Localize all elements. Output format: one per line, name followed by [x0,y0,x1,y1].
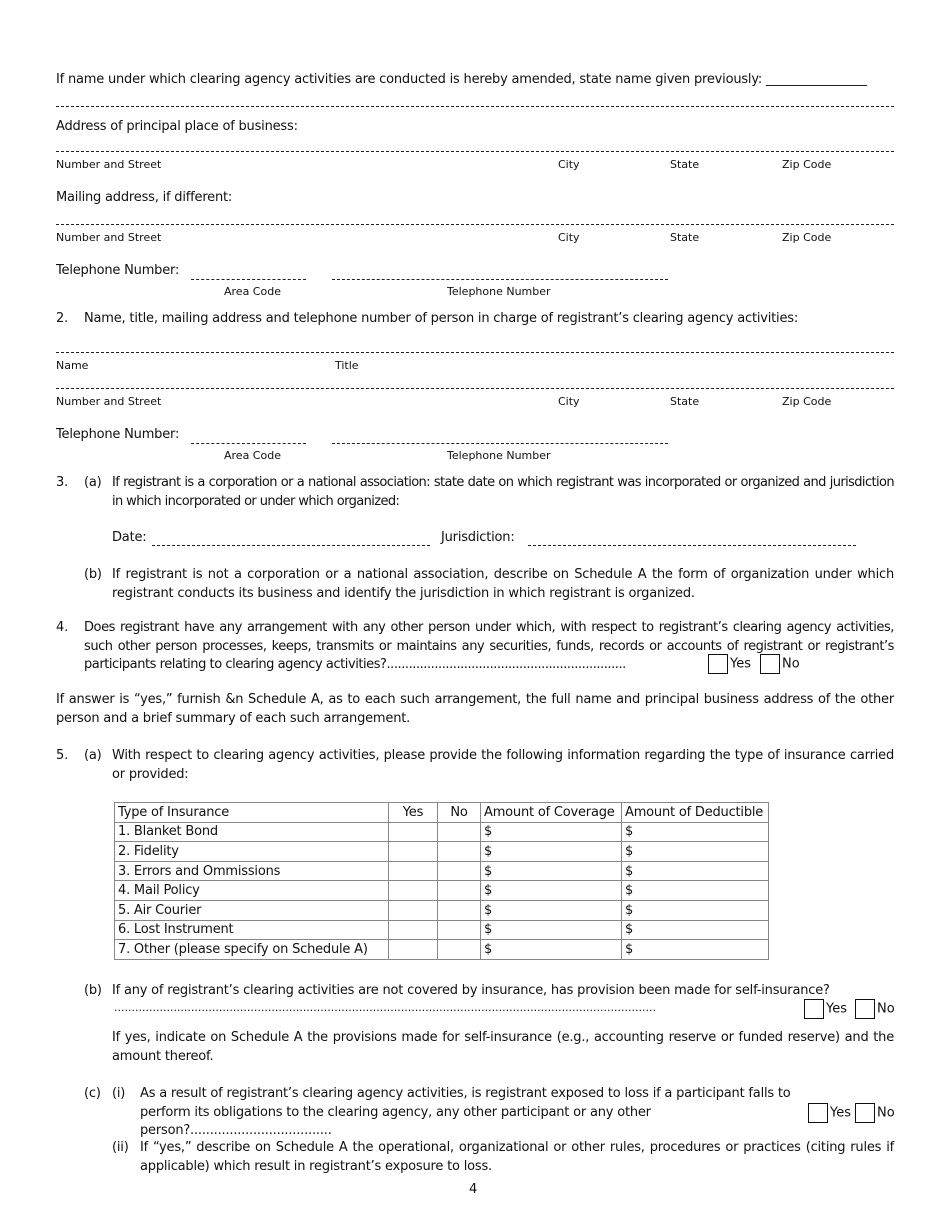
person-telephone-number-line[interactable] [332,443,668,444]
telephone-label: Telephone Number: [56,263,180,278]
principal-zip-caption: Zip Code [782,158,832,171]
item-5-number: 5. [56,748,69,763]
header-deductible: Amount of Deductible [622,803,769,823]
person-city-caption: City [558,395,580,408]
mailing-address-label: Mailing address, if different: [56,190,233,205]
principal-address-label: Address of principal place of business: [56,119,298,134]
item-3-number: 3. [56,475,69,490]
principal-number-street-caption: Number and Street [56,158,162,171]
previous-name-prompt: If name under which clearing agency activities are conducted is hereby amended, state name given previously: ________________ [56,72,867,87]
table-row [115,861,769,881]
principal-state-caption: State [670,158,700,171]
item-5c-i-no-checkbox[interactable] [855,1103,875,1123]
item-5c-label: (c) [84,1086,101,1101]
item-5b-no-option[interactable] [855,999,895,1019]
item-5c-ii-label: (ii) [112,1140,129,1155]
table-row [115,900,769,920]
person-address-line[interactable] [56,388,894,389]
header-coverage: Amount of Coverage [481,803,622,823]
no-cell[interactable] [438,900,481,920]
yes-cell[interactable] [389,861,438,881]
deductible-cell[interactable]: $ [622,842,769,862]
item-5b-yes-option[interactable] [804,999,847,1019]
yes-cell[interactable] [389,881,438,901]
item-5a-text: With respect to clearing agency activities, please provide the following information regarding the type of insurance carried or provided: [112,748,894,782]
item-5b-no-checkbox[interactable] [855,999,875,1019]
mailing-number-street-caption: Number and Street [56,231,162,244]
table-row [115,881,769,901]
no-cell[interactable] [438,920,481,940]
insurance-table-header [115,803,769,823]
jurisdiction-label: Jurisdiction: [441,530,515,545]
table-row [115,822,769,842]
no-cell[interactable] [438,861,481,881]
insurance-table [114,802,769,960]
person-state-caption: State [670,395,700,408]
item-5c-i-yes-option[interactable] [808,1103,851,1123]
coverage-cell[interactable]: $ [481,822,622,842]
item-5b-followup: If yes, indicate on Schedule A the provisions made for self-insurance (e.g., accounting reserve or funded reserve) and the amount thereof. [112,1030,894,1064]
yes-cell[interactable] [389,900,438,920]
insurance-type: 7. Other (please specify on Schedule A) [115,940,389,960]
principal-city-caption: City [558,158,580,171]
person-name-caption: Name [56,359,89,372]
principal-address-line[interactable] [56,151,894,152]
mailing-address-line[interactable] [56,224,894,225]
item-4-number: 4. [56,620,69,635]
insurance-type: 6. Lost Instrument [115,920,389,940]
item-5b-leader-dots: ........................................................................................................................................................... [114,1001,656,1014]
mailing-state-caption: State [670,231,700,244]
item-5c-i-label: (i) [112,1086,126,1101]
person-number-street-caption: Number and Street [56,395,162,408]
item-5b-yes-label: Yes [826,1001,847,1017]
item-5c-i-no-label: No [877,1105,895,1121]
item-4-yes-label: Yes [730,656,751,672]
no-cell[interactable] [438,842,481,862]
area-code-line[interactable] [191,279,306,280]
mailing-zip-caption: Zip Code [782,231,832,244]
item-4-yes-checkbox[interactable] [708,654,728,674]
no-cell[interactable] [438,881,481,901]
item-5c-i-yes-checkbox[interactable] [808,1103,828,1123]
yes-cell[interactable] [389,822,438,842]
previous-name-line[interactable] [56,106,894,107]
item-5b-no-label: No [877,1001,895,1017]
deductible-cell[interactable]: $ [622,861,769,881]
person-zip-caption: Zip Code [782,395,832,408]
person-telephone-label: Telephone Number: [56,427,180,442]
deductible-cell[interactable]: $ [622,920,769,940]
item-5b-text: If any of registrant’s clearing activities are not covered by insurance, has provision been made for self-insurance? [112,983,830,998]
header-no: No [438,803,481,823]
item-4-no-option[interactable] [760,654,800,674]
coverage-cell[interactable]: $ [481,920,622,940]
person-area-code-caption: Area Code [224,449,281,462]
item-5c-i-no-option[interactable] [855,1103,895,1123]
insurance-type: 3. Errors and Ommissions [115,861,389,881]
table-row [115,940,769,960]
yes-cell[interactable] [389,940,438,960]
item-5b-yes-checkbox[interactable] [804,999,824,1019]
date-line[interactable] [152,545,430,546]
deductible-cell[interactable]: $ [622,881,769,901]
item-4-followup: If answer is “yes,” furnish &n Schedule A, as to each such arrangement, the full name and principal business address of the other person and a brief summary of each such arrangement. [56,692,894,726]
telephone-number-caption: Telephone Number [447,285,551,298]
person-name-title-line[interactable] [56,352,894,353]
header-type: Type of Insurance [115,803,389,823]
insurance-type: 4. Mail Policy [115,881,389,901]
item-4-no-label: No [782,656,800,672]
no-cell[interactable] [438,940,481,960]
deductible-cell[interactable]: $ [622,900,769,920]
table-row [115,842,769,862]
item-3b-label: (b) [84,567,102,582]
deductible-cell[interactable]: $ [622,822,769,842]
item-3b-text: If registrant is not a corporation or a national association, describe on Schedule A the form of organization under which registrant conducts its business and identify the jurisdiction in which registrant is organized. [112,567,894,601]
no-cell[interactable] [438,822,481,842]
coverage-cell[interactable]: $ [481,861,622,881]
item-5b-label: (b) [84,983,102,998]
item-4-text: Does registrant have any arrangement with any other person under which, with respect to registrant’s clearing agency activities, such other person processes, keeps, transmits or maintains any securities, funds, records or accounts of registrant or registrant’s participants relating to clearing agency activities?................................................................. [84,620,894,672]
telephone-number-line[interactable] [332,279,668,280]
item-4-no-checkbox[interactable] [760,654,780,674]
item-5c-i-yes-label: Yes [830,1105,851,1121]
item-5c-ii-text: If “yes,” describe on Schedule A the operational, organizational or other rules, procedures or practices (citing rules if applicable) which result in registrant’s exposure to loss. [140,1140,894,1174]
page-number: 4 [469,1182,478,1197]
item-3a-text: If registrant is a corporation or a national association: state date on which registrant was incorporated or organized and jurisdiction in which incorporated or under which organized: [112,475,894,509]
person-area-code-line[interactable] [191,443,306,444]
yes-cell[interactable] [389,920,438,940]
insurance-type: 2. Fidelity [115,842,389,862]
item-2-question: Name, title, mailing address and telephone number of person in charge of registrant’s clearing agency activities: [84,311,799,326]
table-row [115,920,769,940]
coverage-cell[interactable]: $ [481,842,622,862]
yes-cell[interactable] [389,842,438,862]
person-title-caption: Title [335,359,359,372]
coverage-cell[interactable]: $ [481,881,622,901]
area-code-caption: Area Code [224,285,281,298]
item-3a-label: (a) [84,475,102,490]
header-yes: Yes [389,803,438,823]
insurance-type: 5. Air Courier [115,900,389,920]
jurisdiction-line[interactable] [528,545,856,546]
mailing-city-caption: City [558,231,580,244]
coverage-cell[interactable]: $ [481,940,622,960]
deductible-cell[interactable]: $ [622,940,769,960]
person-telephone-number-caption: Telephone Number [447,449,551,462]
item-2-number: 2. [56,311,69,326]
insurance-type: 1. Blanket Bond [115,822,389,842]
item-5c-i-text: As a result of registrant’s clearing agency activities, is registrant exposed to loss if a participant falls to perform its obligations to the clearing agency, any other participant or any other person?.................................... [140,1086,791,1138]
item-4-yes-option[interactable] [708,654,751,674]
item-5a-label: (a) [84,748,102,763]
date-label: Date: [112,530,147,545]
coverage-cell[interactable]: $ [481,900,622,920]
